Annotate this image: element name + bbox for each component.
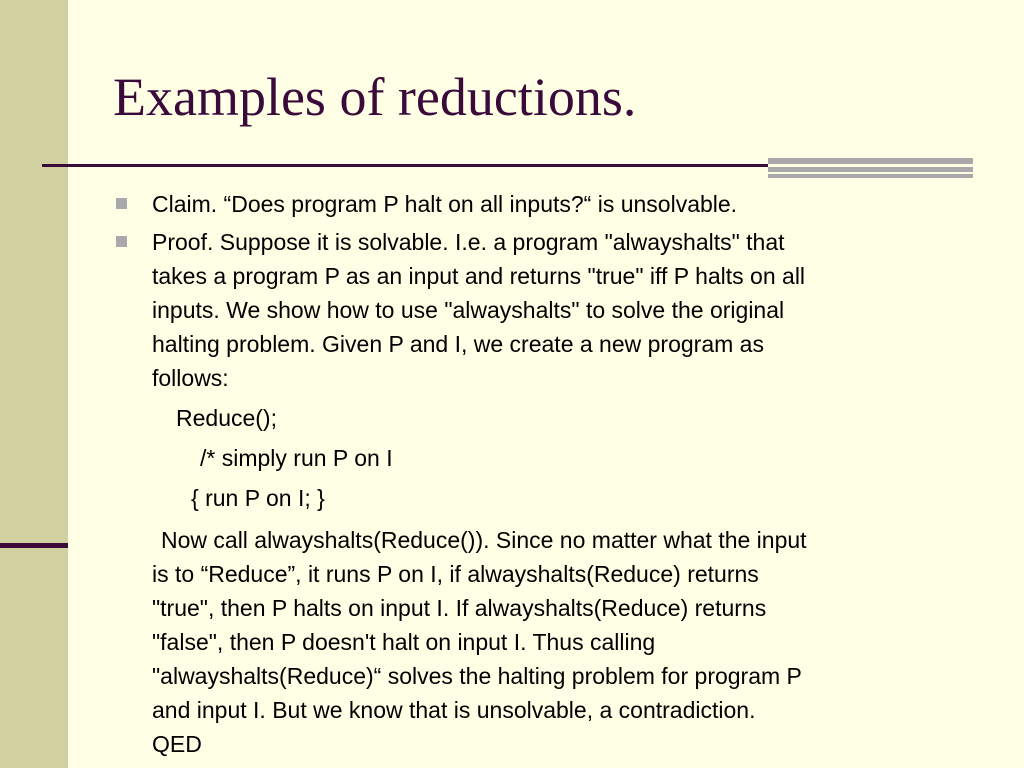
proof-line-1: Proof. Suppose it is solvable. I.e. a program "alwayshalts" that	[152, 229, 785, 255]
left-band-accent-bar	[0, 543, 68, 548]
title-accent-bar-2	[768, 167, 973, 172]
proof-line-2: takes a program P as an input and returns "true" iff P halts on all	[152, 263, 806, 289]
code-line-reduce: Reduce();	[176, 405, 277, 431]
proof-line-4: halting problem. Given P and I, we create a new program as	[152, 331, 764, 357]
code-line-body: { run P on I; }	[191, 485, 325, 511]
conclusion-line-1: Now call alwayshalts(Reduce()). Since no matter what the input	[161, 527, 807, 553]
slide-body	[113, 187, 983, 761]
title-accent-bar-1	[768, 158, 973, 164]
conclusion-line-qed: QED	[152, 731, 202, 757]
conclusion-line-2: is to “Reduce”, it runs P on I, if alwayshalts(Reduce) returns	[152, 561, 759, 587]
code-line-comment: /* simply run P on I	[200, 445, 393, 471]
slide-title: Examples of reductions.	[113, 67, 637, 127]
conclusion-line-6: and input I. But we know that is unsolvable, a contradiction.	[152, 697, 756, 723]
square-bullet-icon	[116, 236, 127, 247]
conclusion-line-4: "false", then P doesn't halt on input I. Thus calling	[152, 629, 656, 655]
conclusion-line-3: "true", then P halts on input I. If alwayshalts(Reduce) returns	[152, 595, 767, 621]
title-divider-line	[42, 164, 768, 167]
proof-line-3: inputs. We show how to use "alwayshalts" to solve the original	[152, 297, 785, 323]
left-decorative-band	[0, 0, 68, 768]
claim-text: Claim. “Does program P halt on all inputs?“ is unsolvable.	[152, 191, 738, 217]
title-accent-bar-3	[768, 174, 973, 178]
bullet-proof	[113, 225, 983, 395]
proof-line-5: follows:	[152, 365, 229, 391]
bullet-claim	[113, 187, 983, 221]
conclusion-line-5: "alwayshalts(Reduce)“ solves the halting problem for program P	[152, 663, 802, 689]
conclusion-paragraph	[113, 523, 983, 761]
square-bullet-icon	[116, 198, 127, 209]
